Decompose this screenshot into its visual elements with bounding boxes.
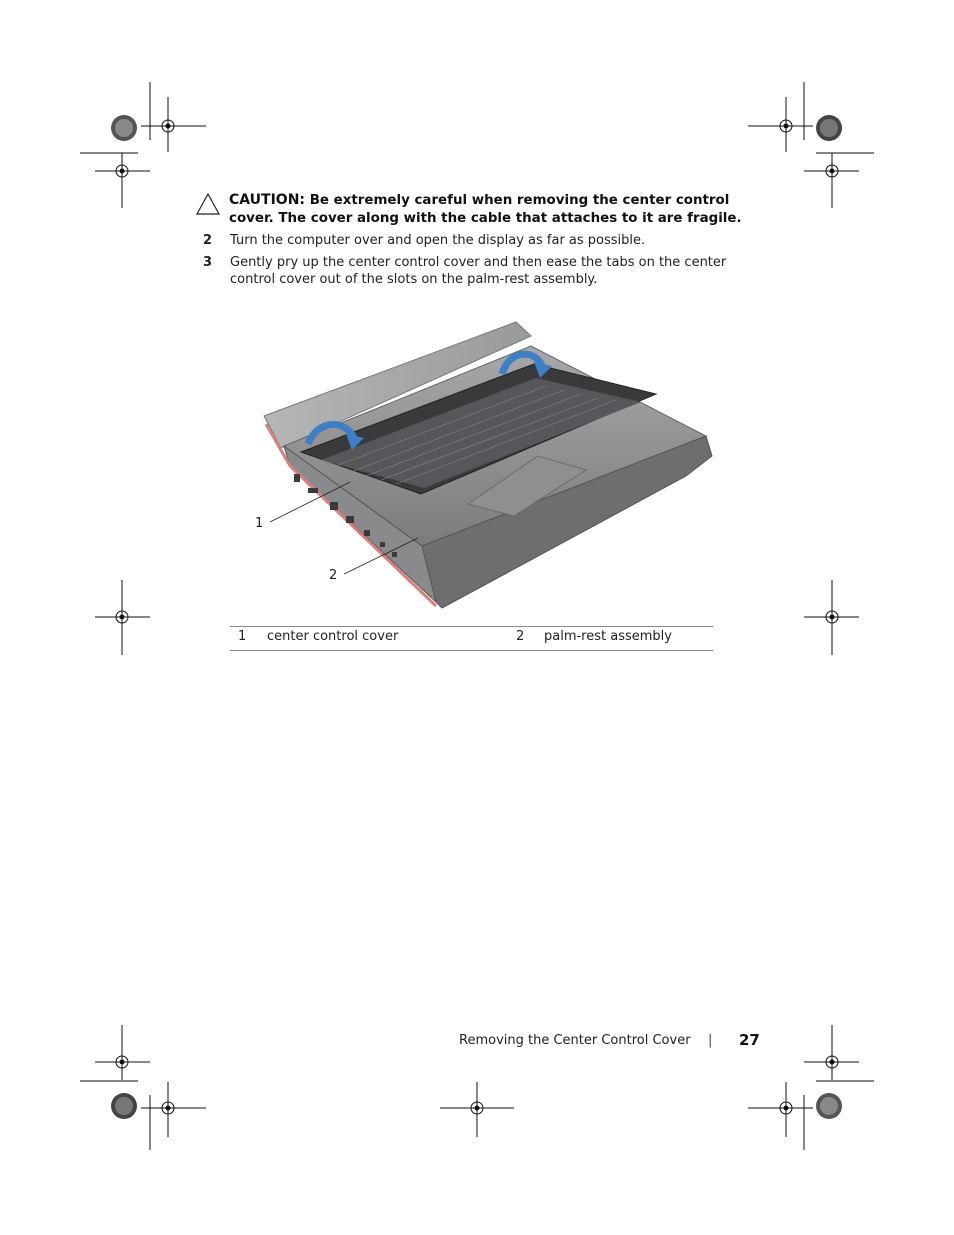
page-number: 27 — [739, 1031, 760, 1049]
callout-legend-table — [230, 626, 713, 651]
step-3 — [203, 254, 763, 290]
legend-label: center control cover — [267, 629, 399, 644]
step-number: 3 — [203, 255, 213, 270]
step-text: Turn the computer over and open the display as far as possible. — [230, 233, 646, 248]
step-2 — [203, 232, 763, 250]
laptop-drawing — [246, 316, 718, 616]
step-text: Gently pry up the center control cover and then ease the tabs on the center control cover out of the slots on the palm-rest assembly. — [230, 255, 727, 287]
caution-message: Be extremely careful when removing the center control cover. The cover along with the cable that attaches to it are fragile. — [229, 193, 742, 226]
callout-2: 2 — [329, 568, 338, 583]
caution-triangle-icon — [196, 193, 220, 215]
legend-number: 2 — [516, 629, 525, 644]
caution-label: CAUTION: — [229, 192, 306, 208]
legend-label: palm-rest assembly — [544, 629, 672, 644]
footer-section-title: Removing the Center Control Cover — [459, 1033, 691, 1048]
callout-1: 1 — [255, 516, 264, 531]
step-number: 2 — [203, 233, 213, 248]
footer-separator: | — [708, 1033, 713, 1048]
legend-number: 1 — [238, 629, 247, 644]
laptop-illustration — [246, 316, 718, 616]
caution-text — [229, 191, 749, 228]
